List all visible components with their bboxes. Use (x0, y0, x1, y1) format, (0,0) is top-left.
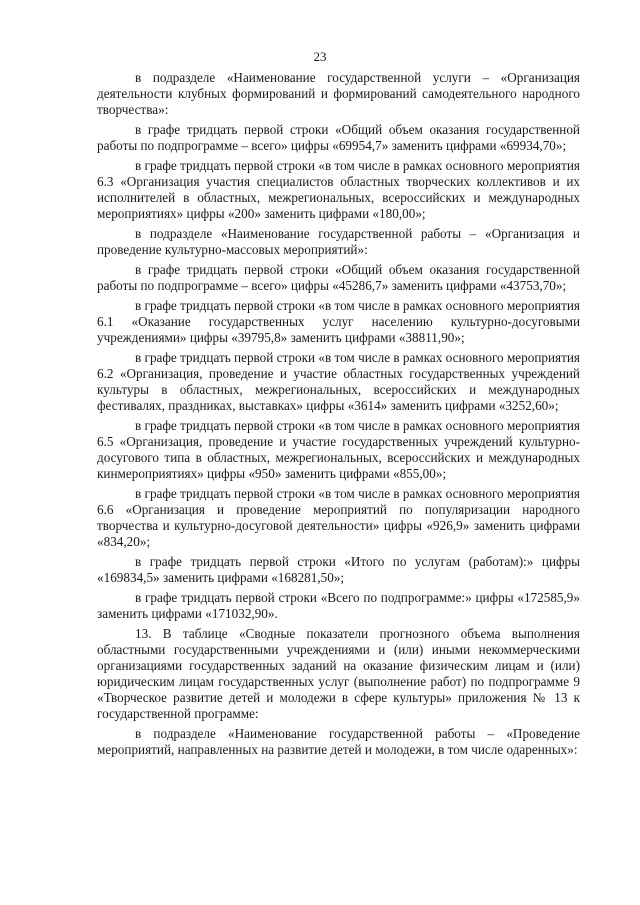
paragraph: в графе тридцать первой строки «в том числе в рамках основного мероприятия 6.1 «Оказание государственных услуг населению культурно-досуговыми учреждениями» цифры «39795,8» заменить цифрами «38811,90»; (97, 298, 580, 345)
paragraph: в графе тридцать первой строки «в том числе в рамках основного мероприятия 6.5 «Организация, проведение и участие государственных учреждений культурно-досугового типа в областных, межрегиональных, всероссийских и международных кинмероприятиях» цифры «950» заменить цифрами «855,00»; (97, 418, 580, 481)
paragraph: в графе тридцать первой строки «в том числе в рамках основного мероприятия 6.3 «Организация участия специалистов областных творческих коллективов и их исполнителей в областных, межрегиональных, всероссийских и международных мероприятиях» цифры «200» заменить цифрами «180,00»; (97, 158, 580, 221)
paragraph: в графе тридцать первой строки «Итого по услугам (работам):» цифры «169834,5» заменить цифрами «168281,50»; (97, 554, 580, 585)
document-body (97, 70, 580, 758)
paragraph: в графе тридцать первой строки «Общий объем оказания государственной работы по подпрограмме – всего» цифры «45286,7» заменить цифрами «43753,70»; (97, 262, 580, 293)
paragraph: 13. В таблице «Сводные показатели прогнозного объема выполнения областными государственными учреждениями и (или) иными некоммерческими организациями государственных заданий на оказание физическим лицам и (или) юридическим лицам государственных услуг (выполнение работ) по подпрограмме 9 «Творческое развитие детей и молодежи в сфере культуры» приложения № 13 к государственной программе: (97, 626, 580, 721)
paragraph: в графе тридцать первой строки «Всего по подпрограмме:» цифры «172585,9» заменить цифрами «171032,90». (97, 590, 580, 621)
paragraph: в графе тридцать первой строки «в том числе в рамках основного мероприятия 6.2 «Организация, проведение и участие областных государственных учреждений культуры в областных, межрегиональных, всероссийских и международных фестивалях, праздниках, выставках» цифры «3614» заменить цифрами «3252,60»; (97, 350, 580, 413)
paragraph: в подразделе «Наименование государственной работы – «Проведение мероприятий, направленных на развитие детей и молодежи, в том числе одаренных»: (97, 726, 580, 757)
paragraph: в подразделе «Наименование государственной работы – «Организация и проведение культурно-массовых мероприятий»: (97, 226, 580, 257)
page-number: 23 (313, 49, 327, 64)
paragraph: в подразделе «Наименование государственной услуги – «Организация деятельности клубных формирований и формирований самодеятельного народного творчества»: (97, 70, 580, 117)
paragraph: в графе тридцать первой строки «Общий объем оказания государственной работы по подпрограмме – всего» цифры «69954,7» заменить цифрами «69934,70»; (97, 122, 580, 153)
paragraph: в графе тридцать первой строки «в том числе в рамках основного мероприятия 6.6 «Организация и проведение мероприятий по популяризации народного творчества и культурно-досуговой деятельности» цифры «926,9» заменить цифрами «834,20»; (97, 486, 580, 549)
